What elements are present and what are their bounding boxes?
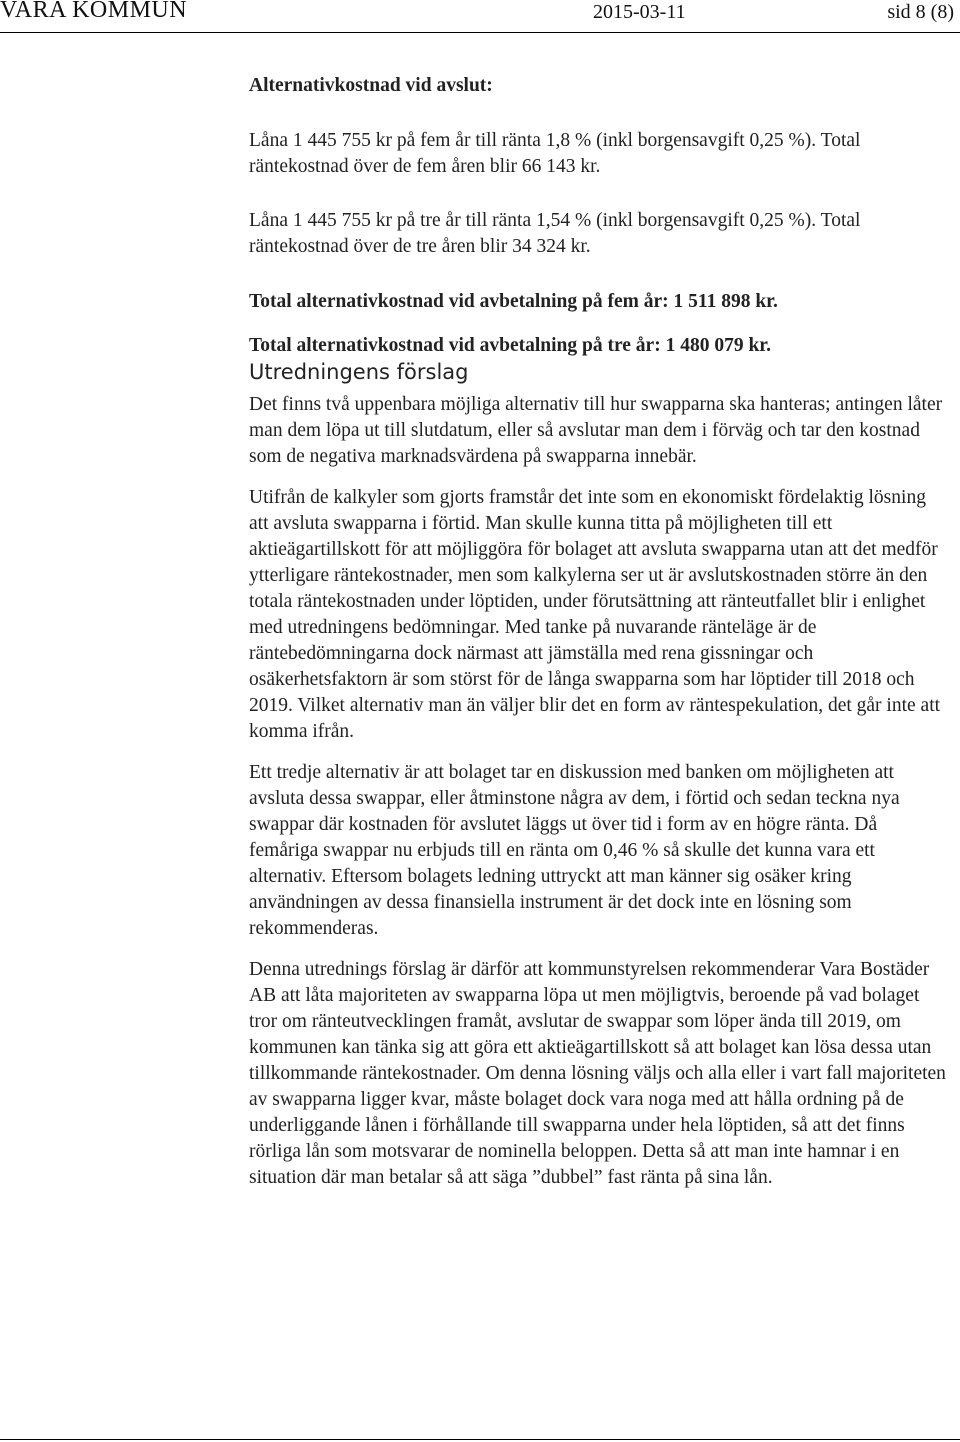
total-three-years: Total alternativkostnad vid avbetalning på tre år: 1 480 079 kr. — [249, 335, 772, 356]
section-title-proposal: Utredningens förslag — [249, 360, 469, 384]
header-organization: VARA KOMMUN — [0, 0, 188, 23]
paragraph-alternatives: Det finns två uppenbara möjliga alternativ till hur swapparna ska hanteras; antingen låter man dem löpa ut till slutdatum, eller så avslutar man dem i förväg och tar den kostnad som de negativa marknadsvärdena på swapparna innebär. — [249, 394, 943, 467]
header-page-number: sid 8 (8) — [887, 1, 954, 23]
page-header — [0, 0, 960, 26]
heading-alternative-cost: Alternativkostnad vid avslut: — [249, 75, 493, 96]
paragraph-calculations: Utifrån de kalkyler som gjorts framstår det inte som en ekonomiskt fördelaktig lösning att avsluta swapparna i förtid. Man skulle kunna titta på möjligheten till ett aktieägartillskott för att möjliggöra för bolaget att avsluta swapparna utan att det medför ytterligare räntekostnader, men som kalkylerna ser ut är avslutskostnaden större än den totala räntekostnaden under löptiden, under förutsättning att ränteutfallet blir i enlighet med utredningens bedömningar. Med tanke på nuvarande ränteläge är de räntebedömningarna dock närmast att jämställa med rena gissningar och osäkerhetsfaktorn är som störst för de långa swapparna som har löptider till 2018 och 2019. Vilket alternativ man än väljer blir det en form av räntespekulation, det går inte att komma ifrån. — [249, 487, 941, 742]
paragraph-loan-three-years: Låna 1 445 755 kr på tre år till ränta 1,54 % (inkl borgensavgift 0,25 %). Total räntekostnad över de tre åren blir 34 324 kr. — [249, 210, 861, 257]
footer-divider — [0, 1439, 960, 1440]
header-divider — [0, 32, 960, 33]
document-body — [249, 73, 949, 1191]
header-date: 2015-03-11 — [593, 1, 686, 23]
total-five-years: Total alternativkostnad vid avbetalning på fem år: 1 511 898 kr. — [249, 291, 778, 312]
paragraph-third-alternative: Ett tredje alternativ är att bolaget tar en diskussion med banken om möjligheten att avsluta dessa swappar, eller åtminstone några av dem, i förtid och sedan teckna nya swappar där kostnaden för avslutet läggs ut över tid i form av en högre ränta. Då femåriga swappar nu erbjuds till en ränta om 0,46 % så skulle det kunna vara ett alternativ. Eftersom bolagets ledning uttryckt att man känner sig osäker kring användningen av dessa finansiella instrument är det dock inte en lösning som rekommenderas. — [249, 762, 900, 939]
paragraph-recommendation: Denna utrednings förslag är därför att kommunstyrelsen rekommenderar Vara Bostäder AB att låta majoriteten av swapparna löpa ut men möjligtvis, beroende på vad bolaget tror om ränteutvecklingen framåt, avslutar de swappar som löper ända till 2019, om kommunen kan tänka sig att göra ett aktieägartillskott så att bolaget kan lösa dessa utan tillkommande räntekostnader. Om denna lösning väljs och alla eller i vart fall majoriteten av swapparna ligger kvar, måste bolaget dock vara noga med att hålla ordning på de underliggande lånen i förhållande till swapparna under hela löptiden, så att det finns rörliga lån som motsvarar de nominella beloppen. Detta så att man inte hamnar i en situation där man betalar så att säga ”dubbel” fast ränta på sina lån. — [249, 959, 946, 1188]
paragraph-loan-five-years: Låna 1 445 755 kr på fem år till ränta 1,8 % (inkl borgensavgift 0,25 %). Total räntekostnad över de fem åren blir 66 143 kr. — [249, 130, 861, 177]
